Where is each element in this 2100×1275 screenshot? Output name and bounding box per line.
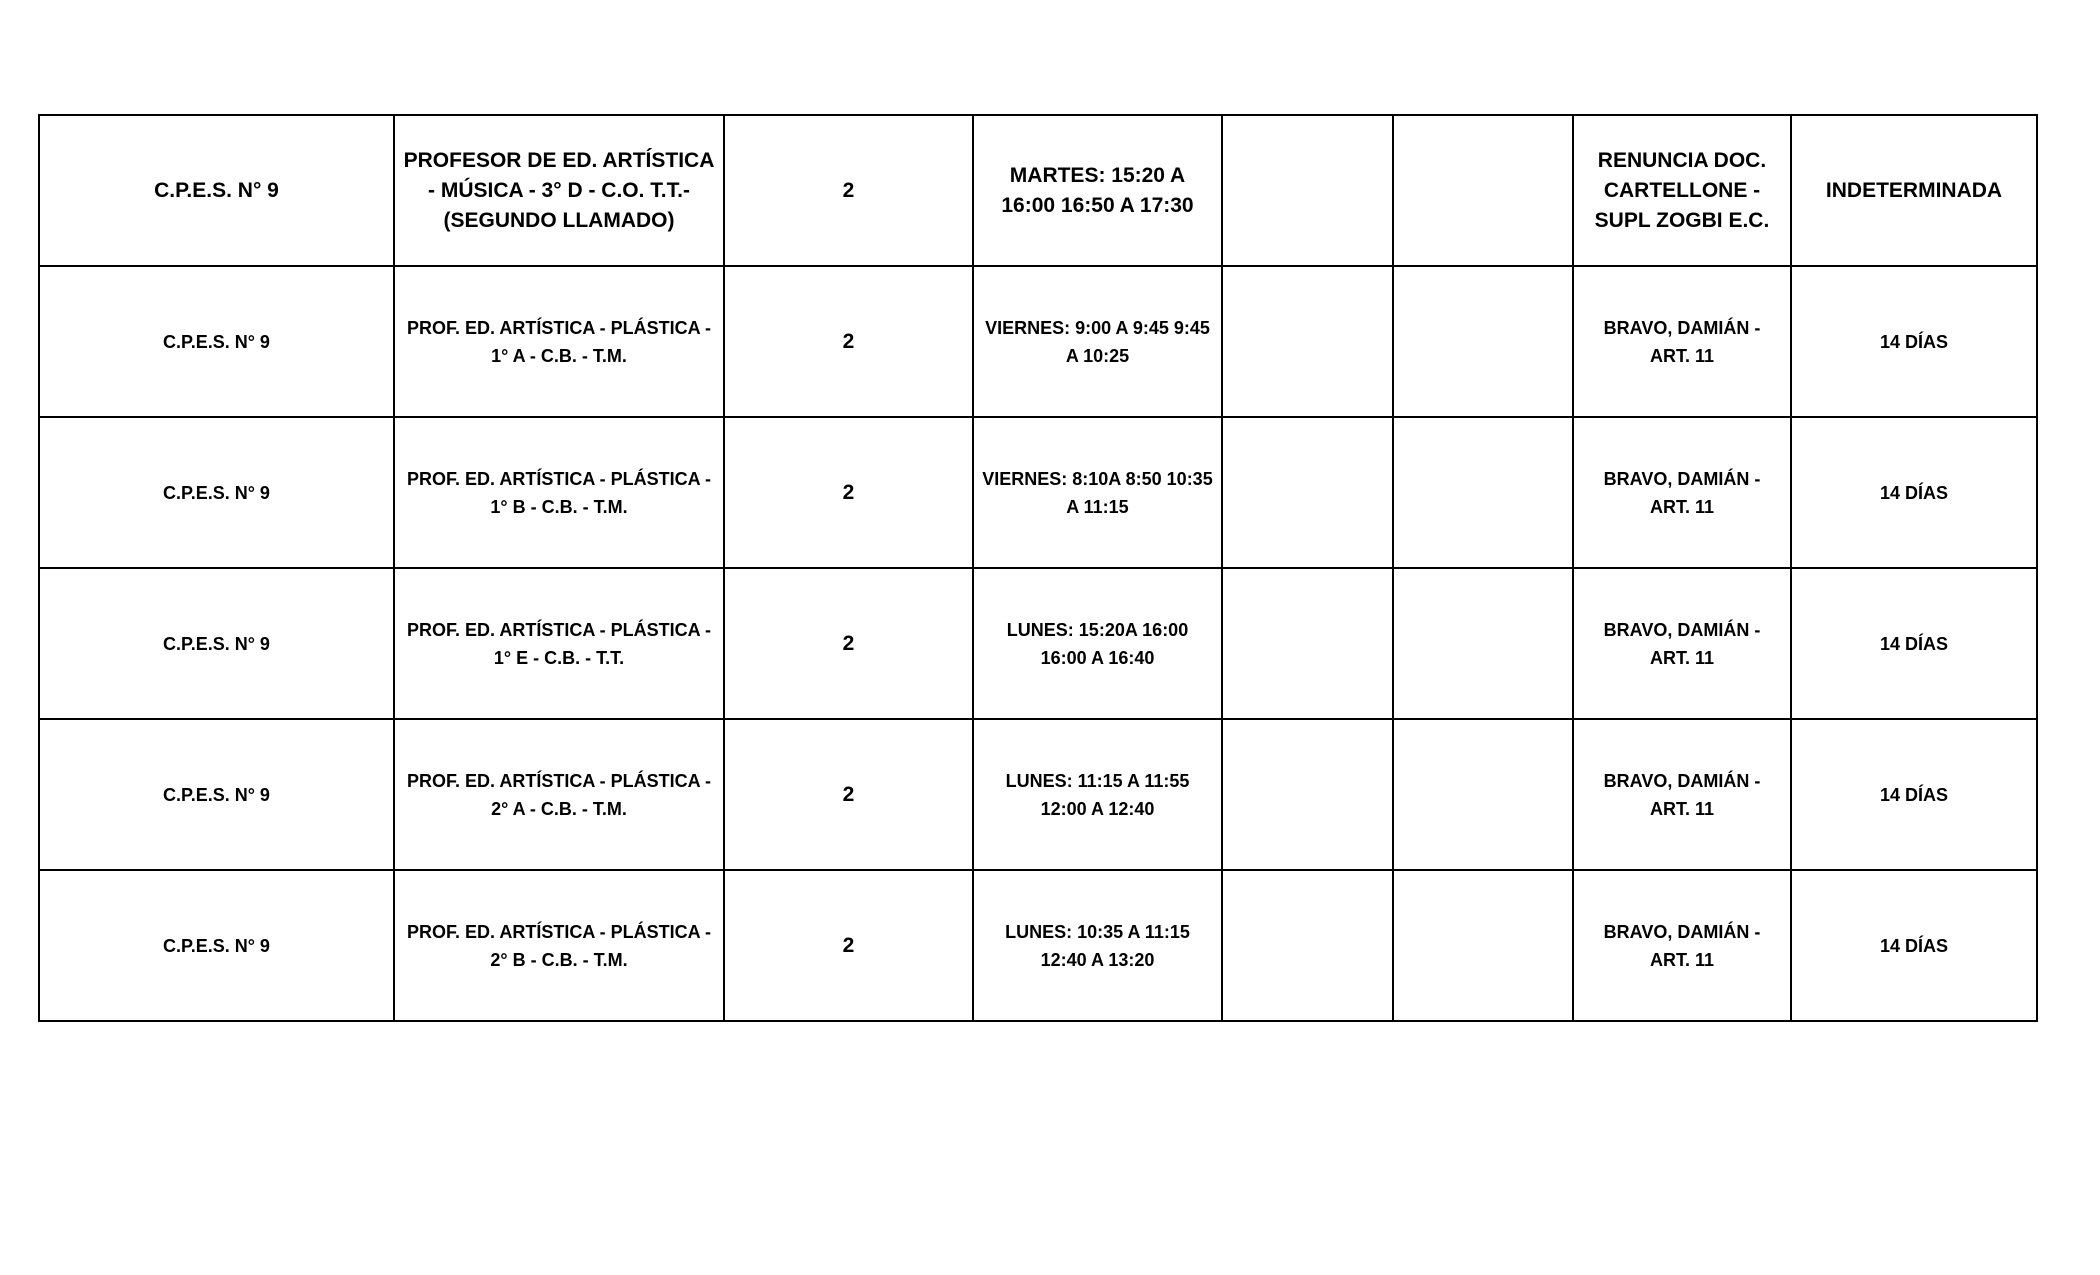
establishment-cell: C.P.E.S. N° 9 — [39, 417, 394, 568]
hours-cell: 2 — [724, 115, 973, 266]
reason-cell: BRAVO, DAMIÁN - ART. 11 — [1573, 417, 1791, 568]
empty-cell — [1222, 568, 1393, 719]
duration-cell: INDETERMINADA — [1791, 115, 2037, 266]
empty-cell — [1393, 266, 1573, 417]
table-row — [39, 115, 2037, 266]
empty-cell — [1222, 870, 1393, 1021]
table-row — [39, 417, 2037, 568]
position-cell: PROF. ED. ARTÍSTICA - PLÁSTICA - 2° A - C.B. - T.M. — [394, 719, 724, 870]
position-cell: PROF. ED. ARTÍSTICA - PLÁSTICA - 1° B - C.B. - T.M. — [394, 417, 724, 568]
reason-cell: BRAVO, DAMIÁN - ART. 11 — [1573, 870, 1791, 1021]
hours-cell: 2 — [724, 417, 973, 568]
duration-cell: 14 DÍAS — [1791, 870, 2037, 1021]
duration-cell: 14 DÍAS — [1791, 719, 2037, 870]
position-cell: PROF. ED. ARTÍSTICA - PLÁSTICA - 1° E - C.B. - T.T. — [394, 568, 724, 719]
empty-cell — [1222, 417, 1393, 568]
establishment-cell: C.P.E.S. N° 9 — [39, 115, 394, 266]
establishment-cell: C.P.E.S. N° 9 — [39, 568, 394, 719]
vacancies-table — [38, 114, 2038, 1022]
schedule-cell: VIERNES: 9:00 A 9:45 9:45 A 10:25 — [973, 266, 1222, 417]
schedule-cell: LUNES: 15:20A 16:00 16:00 A 16:40 — [973, 568, 1222, 719]
empty-cell — [1222, 719, 1393, 870]
establishment-cell: C.P.E.S. N° 9 — [39, 870, 394, 1021]
position-cell: PROF. ED. ARTÍSTICA - PLÁSTICA - 2° B - C.B. - T.M. — [394, 870, 724, 1021]
empty-cell — [1222, 266, 1393, 417]
empty-cell — [1393, 568, 1573, 719]
table-row — [39, 568, 2037, 719]
hours-cell: 2 — [724, 568, 973, 719]
reason-cell: RENUNCIA DOC. CARTELLONE - SUPL ZOGBI E.C. — [1573, 115, 1791, 266]
schedule-cell: VIERNES: 8:10A 8:50 10:35 A 11:15 — [973, 417, 1222, 568]
table-row — [39, 870, 2037, 1021]
hours-cell: 2 — [724, 870, 973, 1021]
table-row — [39, 266, 2037, 417]
empty-cell — [1393, 417, 1573, 568]
position-cell: PROF. ED. ARTÍSTICA - PLÁSTICA - 1° A - C.B. - T.M. — [394, 266, 724, 417]
table-body — [39, 115, 2037, 1021]
empty-cell — [1393, 115, 1573, 266]
reason-cell: BRAVO, DAMIÁN - ART. 11 — [1573, 266, 1791, 417]
empty-cell — [1393, 870, 1573, 1021]
schedule-cell: LUNES: 11:15 A 11:55 12:00 A 12:40 — [973, 719, 1222, 870]
schedule-cell: MARTES: 15:20 A 16:00 16:50 A 17:30 — [973, 115, 1222, 266]
hours-cell: 2 — [724, 266, 973, 417]
duration-cell: 14 DÍAS — [1791, 417, 2037, 568]
schedule-cell: LUNES: 10:35 A 11:15 12:40 A 13:20 — [973, 870, 1222, 1021]
position-cell: PROFESOR DE ED. ARTÍSTICA - MÚSICA - 3° D - C.O. T.T.- (SEGUNDO LLAMADO) — [394, 115, 724, 266]
duration-cell: 14 DÍAS — [1791, 568, 2037, 719]
table-row — [39, 719, 2037, 870]
empty-cell — [1222, 115, 1393, 266]
empty-cell — [1393, 719, 1573, 870]
hours-cell: 2 — [724, 719, 973, 870]
reason-cell: BRAVO, DAMIÁN - ART. 11 — [1573, 719, 1791, 870]
establishment-cell: C.P.E.S. N° 9 — [39, 719, 394, 870]
reason-cell: BRAVO, DAMIÁN - ART. 11 — [1573, 568, 1791, 719]
duration-cell: 14 DÍAS — [1791, 266, 2037, 417]
establishment-cell: C.P.E.S. N° 9 — [39, 266, 394, 417]
